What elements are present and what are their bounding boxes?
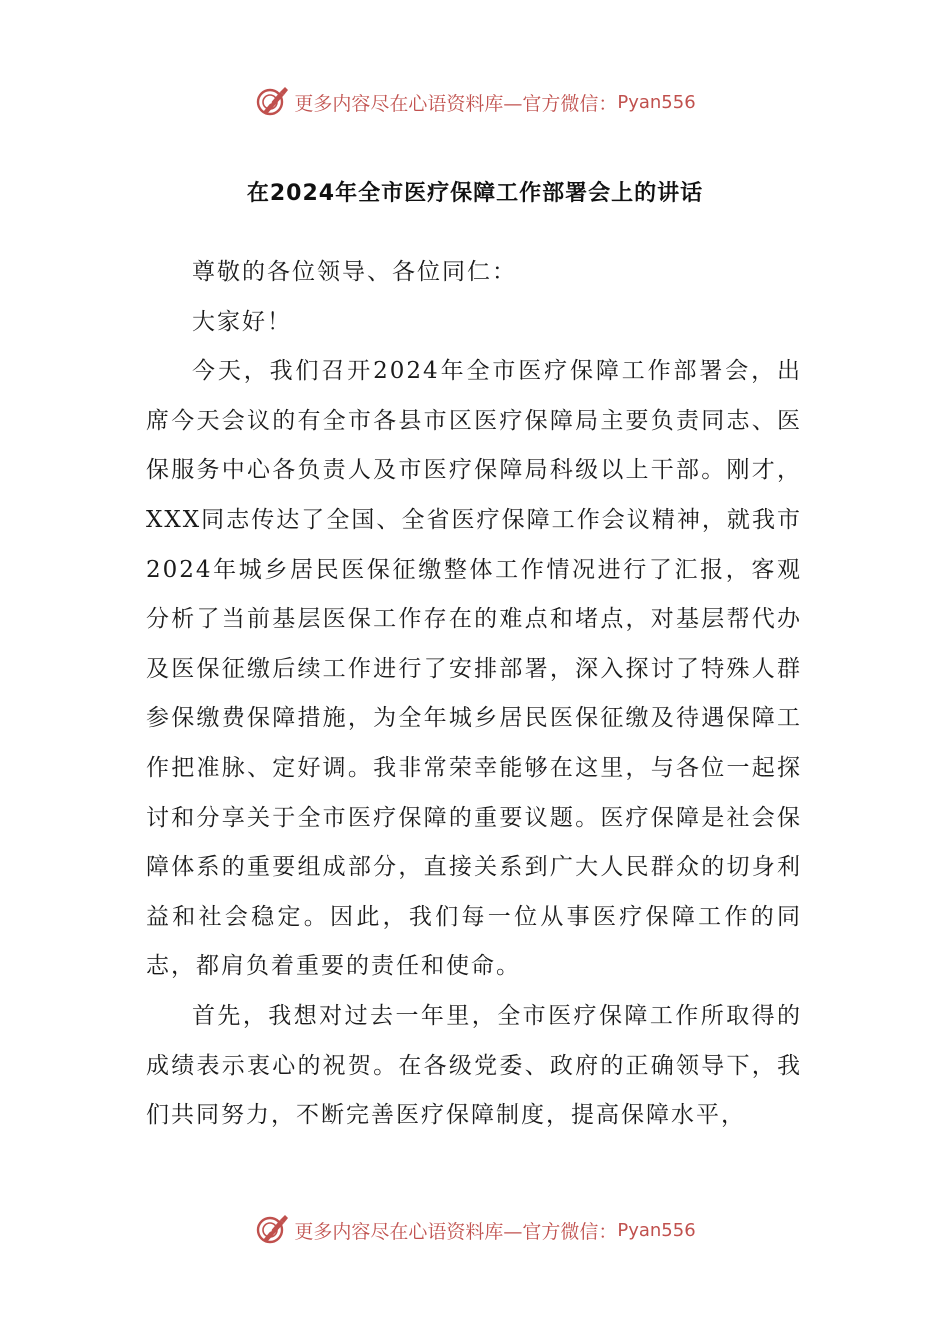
header-watermark bbox=[0, 82, 950, 122]
pen-nib-logo-icon bbox=[254, 84, 290, 120]
watermark-wechat-id: Pyan556 bbox=[617, 1219, 696, 1241]
watermark-text: 更多内容尽在心语资料库—官方微信： bbox=[294, 92, 618, 115]
footer-watermark bbox=[0, 1210, 950, 1250]
body-paragraph: 首先，我想对过去一年里，全市医疗保障工作所取得的成绩表示衷心的祝贺。在各级党委、政府的正确领导下，我们共同努力，不断完善医疗保障制度，提高保障水平， bbox=[146, 1002, 802, 1129]
salutation-paragraph: 尊敬的各位领导、各位同仁： bbox=[192, 259, 517, 285]
body-paragraph: 今天，我们召开2024年全市医疗保障工作部署会，出席今天会议的有全市各县市区医疗保障局主要负责同志、医保服务中心各负责人及市医疗保障局科级以上干部。刚才，XXX同志传达了全国、全省医疗保障工作会议精神，就我市2024年城乡居民医保征缴整体工作情况进行了汇报，客观分析了当前基层医保工作存在的难点和堵点，对基层帮代办及医保征缴后续工作进行了安排部署，深入探讨了特殊人群参保缴费保障措施，为全年城乡居民医保征缴及待遇保障工作把准脉、定好调。我非常荣幸能够在这里，与各位一起探讨和分享关于全市医疗保障的重要议题。医疗保障是社会保障体系的重要组成部分，直接关系到广大人民群众的切身利益和社会稳定。因此，我们每一位从事医疗保障工作的同志，都肩负着重要的责任和使命。 bbox=[146, 358, 802, 980]
watermark-wechat-id: Pyan556 bbox=[617, 91, 696, 113]
watermark-text: 更多内容尽在心语资料库—官方微信： bbox=[294, 1220, 618, 1243]
greeting-paragraph: 大家好！ bbox=[192, 308, 292, 335]
document-body bbox=[146, 248, 802, 1141]
document-title: 在2024年全市医疗保障工作部署会上的讲话 bbox=[246, 181, 704, 206]
pen-nib-logo-icon bbox=[254, 1212, 290, 1248]
